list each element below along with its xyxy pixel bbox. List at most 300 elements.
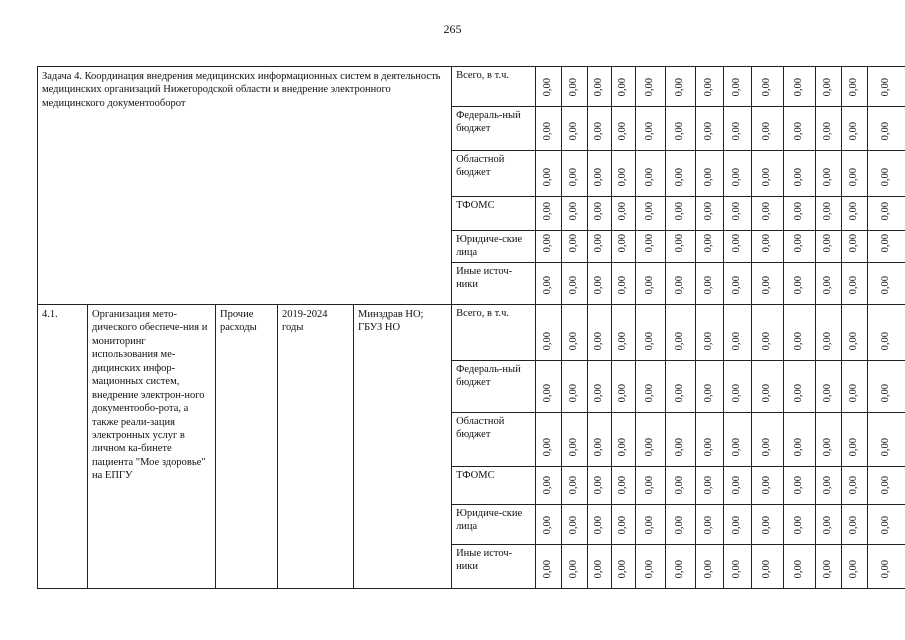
value-cell (868, 545, 905, 589)
value-text: 0,00 (761, 476, 773, 495)
value-text: 0,00 (822, 560, 834, 579)
value-text: 0,00 (542, 438, 554, 457)
value-text: 0,00 (703, 202, 715, 221)
value-text: 0,00 (822, 516, 834, 535)
value-cell (784, 231, 816, 263)
value-cell (696, 231, 724, 263)
budget-table (37, 66, 905, 589)
value-cell (816, 413, 842, 467)
value-cell (784, 263, 816, 305)
value-cell (842, 505, 868, 545)
value-cell (724, 305, 752, 361)
value-cell (784, 151, 816, 197)
value-cell (842, 263, 868, 305)
funding-source-label: Иные источ-ники (452, 545, 536, 589)
value-text: 0,00 (644, 234, 656, 253)
value-text: 0,00 (848, 332, 860, 351)
value-cell (562, 361, 588, 413)
value-cell (696, 505, 724, 545)
value-cell (752, 197, 784, 231)
value-cell (724, 263, 752, 305)
value-text: 0,00 (880, 560, 892, 579)
value-cell (842, 67, 868, 107)
value-cell (636, 151, 666, 197)
value-cell (588, 197, 612, 231)
value-cell (842, 151, 868, 197)
value-text: 0,00 (703, 384, 715, 403)
value-text: 0,00 (761, 122, 773, 141)
value-cell (752, 361, 784, 413)
value-cell (666, 545, 696, 589)
value-cell (752, 231, 784, 263)
value-cell (612, 545, 636, 589)
value-text: 0,00 (880, 476, 892, 495)
value-text: 0,00 (822, 476, 834, 495)
value-cell (612, 197, 636, 231)
value-text: 0,00 (542, 332, 554, 351)
value-text: 0,00 (761, 384, 773, 403)
value-cell (562, 151, 588, 197)
value-text: 0,00 (568, 384, 580, 403)
value-text: 0,00 (568, 332, 580, 351)
value-text: 0,00 (731, 78, 743, 97)
value-text: 0,00 (731, 234, 743, 253)
value-cell (868, 467, 905, 505)
value-text: 0,00 (617, 78, 629, 97)
value-cell (784, 197, 816, 231)
value-cell (816, 67, 842, 107)
value-cell (816, 107, 842, 151)
value-text: 0,00 (617, 168, 629, 187)
value-cell (842, 107, 868, 151)
value-text: 0,00 (703, 438, 715, 457)
value-text: 0,00 (703, 234, 715, 253)
value-text: 0,00 (793, 516, 805, 535)
value-text: 0,00 (593, 78, 605, 97)
value-text: 0,00 (793, 234, 805, 253)
value-cell (562, 67, 588, 107)
value-text: 0,00 (793, 276, 805, 295)
value-cell (696, 263, 724, 305)
value-cell (784, 505, 816, 545)
value-text: 0,00 (617, 202, 629, 221)
value-cell (588, 67, 612, 107)
value-cell (536, 263, 562, 305)
value-text: 0,00 (848, 78, 860, 97)
value-cell (724, 505, 752, 545)
funding-source-label: ТФОМС (452, 197, 536, 231)
value-text: 0,00 (703, 516, 715, 535)
value-cell (842, 545, 868, 589)
value-text: 0,00 (644, 332, 656, 351)
funding-source-label: Юридиче-ские лица (452, 505, 536, 545)
value-cell (752, 151, 784, 197)
value-cell (696, 361, 724, 413)
value-cell (842, 361, 868, 413)
value-text: 0,00 (731, 384, 743, 403)
value-text: 0,00 (761, 438, 773, 457)
value-text: 0,00 (822, 234, 834, 253)
value-text: 0,00 (761, 516, 773, 535)
value-text: 0,00 (848, 476, 860, 495)
value-cell (868, 197, 905, 231)
value-cell (752, 263, 784, 305)
value-text: 0,00 (644, 202, 656, 221)
value-cell (612, 67, 636, 107)
value-text: 0,00 (617, 438, 629, 457)
value-cell (562, 545, 588, 589)
value-cell (842, 231, 868, 263)
value-cell (536, 361, 562, 413)
value-text: 0,00 (568, 276, 580, 295)
table-row (38, 305, 905, 361)
value-cell (636, 361, 666, 413)
value-text: 0,00 (542, 168, 554, 187)
value-text: 0,00 (644, 78, 656, 97)
value-cell (536, 545, 562, 589)
value-text: 0,00 (822, 438, 834, 457)
value-cell (562, 197, 588, 231)
value-cell (588, 231, 612, 263)
value-cell (636, 263, 666, 305)
value-cell (784, 107, 816, 151)
value-text: 0,00 (822, 332, 834, 351)
value-text: 0,00 (644, 560, 656, 579)
value-cell (696, 467, 724, 505)
item-period: 2019-2024 годы (278, 305, 354, 589)
value-cell (536, 107, 562, 151)
value-cell (588, 413, 612, 467)
value-text: 0,00 (568, 438, 580, 457)
value-text: 0,00 (731, 560, 743, 579)
item-name: Организация мето-дического обеспече-ния и мониторинг использования ме-дицинских инфор-мационных систем, внедрение электрон-ного документообо-рота, а также реали-зация электронных услуг в личном ка-бинете пациента "Мое здоровье" на ЕПГУ (88, 305, 216, 589)
value-text: 0,00 (593, 438, 605, 457)
value-cell (724, 545, 752, 589)
value-text: 0,00 (761, 332, 773, 351)
value-text: 0,00 (644, 384, 656, 403)
value-text: 0,00 (568, 202, 580, 221)
value-text: 0,00 (674, 560, 686, 579)
value-cell (612, 263, 636, 305)
value-text: 0,00 (848, 438, 860, 457)
value-text: 0,00 (593, 516, 605, 535)
value-cell (868, 263, 905, 305)
value-cell (724, 67, 752, 107)
value-text: 0,00 (731, 168, 743, 187)
value-text: 0,00 (731, 202, 743, 221)
value-text: 0,00 (674, 202, 686, 221)
funding-source-label: ТФОМС (452, 467, 536, 505)
value-cell (666, 67, 696, 107)
value-cell (588, 361, 612, 413)
value-text: 0,00 (703, 476, 715, 495)
value-text: 0,00 (761, 234, 773, 253)
value-text: 0,00 (593, 476, 605, 495)
value-cell (784, 467, 816, 505)
value-text: 0,00 (793, 78, 805, 97)
value-text: 0,00 (644, 276, 656, 295)
value-cell (868, 413, 905, 467)
value-cell (752, 67, 784, 107)
value-text: 0,00 (644, 516, 656, 535)
value-text: 0,00 (644, 122, 656, 141)
value-text: 0,00 (793, 168, 805, 187)
value-cell (562, 467, 588, 505)
value-text: 0,00 (731, 332, 743, 351)
value-text: 0,00 (793, 476, 805, 495)
value-text: 0,00 (542, 560, 554, 579)
value-cell (612, 151, 636, 197)
value-text: 0,00 (674, 476, 686, 495)
value-cell (588, 467, 612, 505)
value-cell (816, 545, 842, 589)
value-cell (562, 505, 588, 545)
value-text: 0,00 (703, 168, 715, 187)
value-text: 0,00 (848, 276, 860, 295)
value-cell (588, 151, 612, 197)
value-text: 0,00 (731, 122, 743, 141)
value-cell (868, 231, 905, 263)
value-text: 0,00 (568, 78, 580, 97)
value-cell (612, 231, 636, 263)
value-cell (636, 545, 666, 589)
value-cell (752, 545, 784, 589)
value-text: 0,00 (703, 78, 715, 97)
value-text: 0,00 (761, 202, 773, 221)
value-text: 0,00 (731, 276, 743, 295)
value-text: 0,00 (568, 516, 580, 535)
value-text: 0,00 (542, 516, 554, 535)
value-text: 0,00 (731, 438, 743, 457)
value-text: 0,00 (793, 438, 805, 457)
value-text: 0,00 (793, 122, 805, 141)
value-cell (636, 305, 666, 361)
value-text: 0,00 (593, 384, 605, 403)
value-cell (752, 413, 784, 467)
value-text: 0,00 (880, 122, 892, 141)
value-text: 0,00 (593, 276, 605, 295)
value-text: 0,00 (542, 234, 554, 253)
value-text: 0,00 (617, 476, 629, 495)
value-text: 0,00 (880, 78, 892, 97)
value-cell (842, 413, 868, 467)
value-cell (724, 231, 752, 263)
value-text: 0,00 (674, 276, 686, 295)
value-cell (636, 67, 666, 107)
value-cell (612, 361, 636, 413)
value-cell (784, 361, 816, 413)
value-text: 0,00 (593, 122, 605, 141)
value-cell (636, 505, 666, 545)
value-cell (588, 505, 612, 545)
value-text: 0,00 (568, 560, 580, 579)
funding-source-label: Иные источ-ники (452, 263, 536, 305)
value-cell (562, 107, 588, 151)
value-cell (536, 413, 562, 467)
value-text: 0,00 (848, 384, 860, 403)
value-cell (724, 197, 752, 231)
value-cell (536, 505, 562, 545)
value-cell (666, 263, 696, 305)
value-text: 0,00 (880, 202, 892, 221)
value-text: 0,00 (731, 516, 743, 535)
value-cell (868, 151, 905, 197)
value-text: 0,00 (568, 234, 580, 253)
value-cell (784, 413, 816, 467)
value-cell (842, 467, 868, 505)
value-cell (868, 67, 905, 107)
value-text: 0,00 (848, 516, 860, 535)
value-text: 0,00 (674, 384, 686, 403)
value-text: 0,00 (761, 168, 773, 187)
value-text: 0,00 (593, 234, 605, 253)
value-cell (588, 305, 612, 361)
value-text: 0,00 (822, 122, 834, 141)
value-cell (562, 231, 588, 263)
value-text: 0,00 (880, 168, 892, 187)
value-cell (536, 231, 562, 263)
value-text: 0,00 (848, 168, 860, 187)
value-text: 0,00 (674, 168, 686, 187)
value-cell (724, 413, 752, 467)
value-cell (636, 197, 666, 231)
value-cell (752, 505, 784, 545)
value-cell (666, 361, 696, 413)
value-cell (612, 467, 636, 505)
value-text: 0,00 (848, 560, 860, 579)
funding-source-label: Юридиче-ские лица (452, 231, 536, 263)
value-cell (666, 151, 696, 197)
value-text: 0,00 (644, 476, 656, 495)
funding-source-label: Федераль-ный бюджет (452, 107, 536, 151)
value-text: 0,00 (761, 276, 773, 295)
value-cell (588, 263, 612, 305)
value-text: 0,00 (703, 276, 715, 295)
value-text: 0,00 (880, 384, 892, 403)
value-cell (636, 107, 666, 151)
value-text: 0,00 (542, 476, 554, 495)
value-text: 0,00 (880, 516, 892, 535)
value-cell (666, 505, 696, 545)
value-text: 0,00 (822, 78, 834, 97)
value-text: 0,00 (644, 168, 656, 187)
value-text: 0,00 (542, 384, 554, 403)
value-cell (696, 151, 724, 197)
value-cell (816, 305, 842, 361)
value-cell (612, 107, 636, 151)
funding-source-label: Всего, в т.ч. (452, 305, 536, 361)
value-text: 0,00 (848, 122, 860, 141)
value-cell (842, 305, 868, 361)
value-cell (636, 231, 666, 263)
value-cell (752, 107, 784, 151)
value-text: 0,00 (793, 560, 805, 579)
value-text: 0,00 (542, 122, 554, 141)
value-text: 0,00 (568, 476, 580, 495)
value-cell (666, 305, 696, 361)
value-cell (816, 361, 842, 413)
value-text: 0,00 (761, 78, 773, 97)
value-cell (784, 545, 816, 589)
value-cell (612, 505, 636, 545)
value-text: 0,00 (822, 276, 834, 295)
value-cell (816, 467, 842, 505)
value-cell (666, 107, 696, 151)
value-text: 0,00 (593, 560, 605, 579)
value-text: 0,00 (880, 332, 892, 351)
value-text: 0,00 (880, 276, 892, 295)
value-text: 0,00 (674, 332, 686, 351)
value-cell (562, 413, 588, 467)
value-cell (636, 413, 666, 467)
value-cell (784, 305, 816, 361)
value-text: 0,00 (793, 384, 805, 403)
funding-source-label: Федераль-ный бюджет (452, 361, 536, 413)
value-text: 0,00 (848, 234, 860, 253)
item-number: 4.1. (38, 305, 88, 589)
value-cell (868, 505, 905, 545)
value-cell (724, 361, 752, 413)
value-text: 0,00 (568, 122, 580, 141)
value-cell (868, 305, 905, 361)
value-text: 0,00 (617, 332, 629, 351)
value-text: 0,00 (617, 384, 629, 403)
value-text: 0,00 (542, 202, 554, 221)
value-text: 0,00 (644, 438, 656, 457)
value-cell (724, 107, 752, 151)
value-text: 0,00 (822, 384, 834, 403)
value-cell (784, 67, 816, 107)
value-text: 0,00 (617, 122, 629, 141)
table-row (38, 67, 905, 107)
value-cell (562, 263, 588, 305)
item-expense-type: Прочие расходы (216, 305, 278, 589)
value-text: 0,00 (674, 234, 686, 253)
value-text: 0,00 (822, 202, 834, 221)
value-cell (696, 305, 724, 361)
value-cell (724, 151, 752, 197)
value-cell (696, 413, 724, 467)
value-cell (562, 305, 588, 361)
value-cell (536, 467, 562, 505)
value-cell (696, 545, 724, 589)
value-cell (696, 67, 724, 107)
value-text: 0,00 (793, 202, 805, 221)
value-cell (636, 467, 666, 505)
value-cell (666, 231, 696, 263)
value-text: 0,00 (568, 168, 580, 187)
value-cell (536, 197, 562, 231)
value-text: 0,00 (731, 476, 743, 495)
value-cell (696, 197, 724, 231)
value-cell (868, 107, 905, 151)
item-executor: Минздрав НО; ГБУЗ НО (354, 305, 452, 589)
budget-table-body (38, 67, 905, 589)
value-text: 0,00 (761, 560, 773, 579)
task-title: Задача 4. Координация внедрения медицинских информационных систем в деятельность медицинских организаций Нижегородской области и внедрение электронного медицинского документооборот (38, 67, 452, 305)
value-cell (752, 467, 784, 505)
funding-source-label: Областной бюджет (452, 151, 536, 197)
value-text: 0,00 (848, 202, 860, 221)
value-text: 0,00 (674, 438, 686, 457)
value-cell (666, 197, 696, 231)
value-text: 0,00 (793, 332, 805, 351)
value-text: 0,00 (822, 168, 834, 187)
funding-source-label: Всего, в т.ч. (452, 67, 536, 107)
value-cell (816, 197, 842, 231)
value-text: 0,00 (542, 78, 554, 97)
value-cell (536, 151, 562, 197)
